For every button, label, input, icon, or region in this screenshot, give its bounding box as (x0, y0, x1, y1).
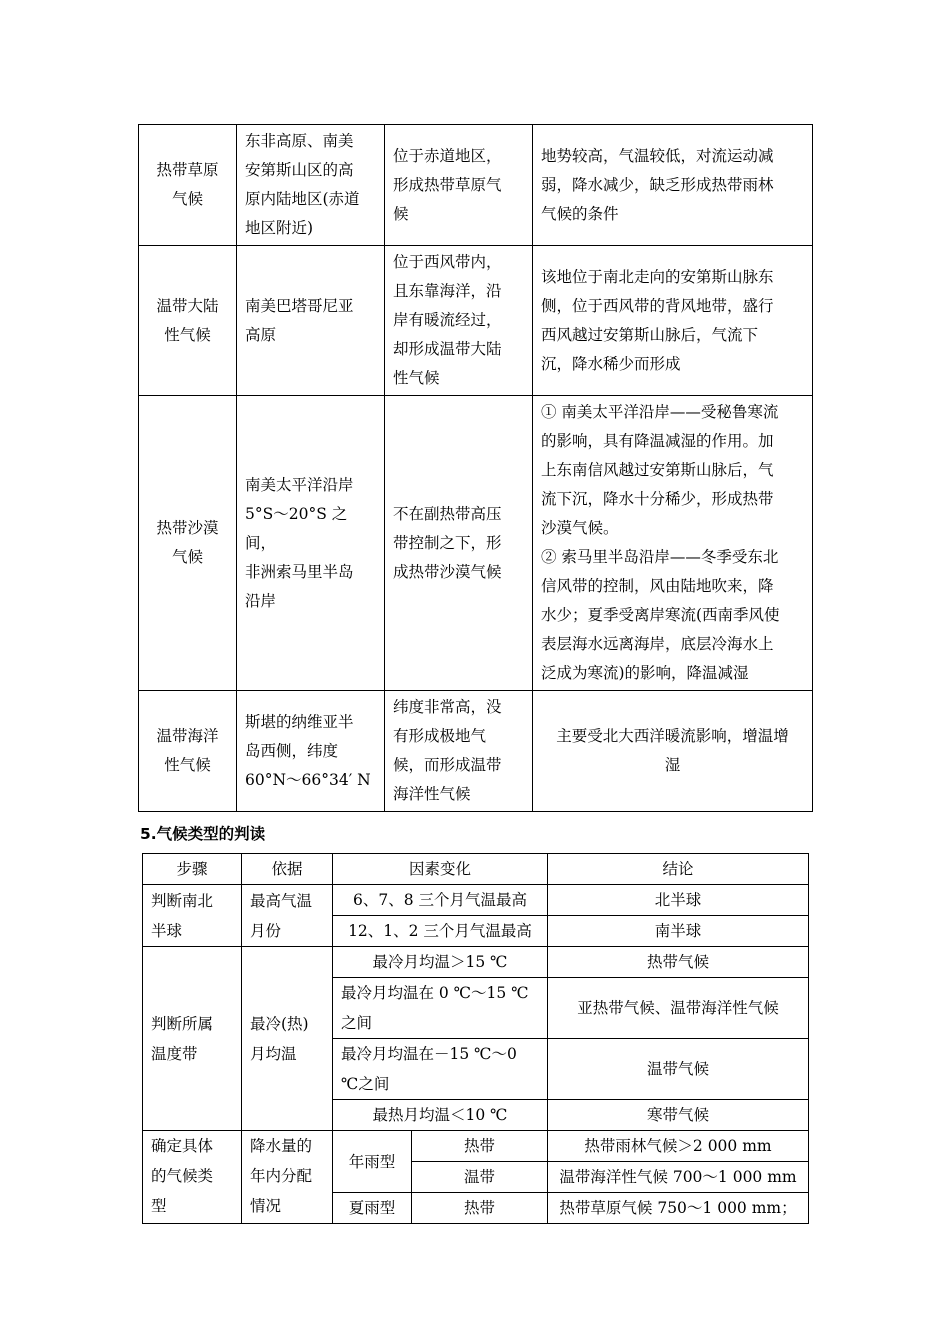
climate-name-cell (139, 246, 237, 396)
climate-reason-table (138, 124, 813, 812)
table-row (143, 947, 809, 978)
basis-cell (242, 947, 333, 1131)
change-cell: 6、7、8 三个月气温最高 (333, 885, 548, 916)
climate-name: 热带草原 气候 (156, 161, 219, 208)
climate-name: 温带海洋 性气候 (156, 727, 219, 774)
location-cell (237, 691, 385, 812)
condition-cell (385, 125, 533, 246)
location-text: 南美巴塔哥尼亚 高原 (245, 296, 354, 344)
result-cell: 亚热带气候、温带海洋性气候 (548, 978, 809, 1039)
step-text: 判断南北 半球 (151, 891, 214, 940)
reason-cell (533, 691, 813, 812)
condition-text: 位于西风带内， 且东靠海洋，沿 岸有暖流经过， 却形成温带大陆 性气候 (393, 253, 502, 387)
result-cell: 热带草原气候 750～1 000 mm； (548, 1193, 809, 1224)
climate-name-cell (139, 396, 237, 691)
table-row (143, 885, 809, 916)
result-cell: 寒带气候 (548, 1100, 809, 1131)
result-cell: 北半球 (548, 885, 809, 916)
reason-text: 地势较高，气温较低，对流运动减 弱，降水减少，缺乏形成热带雨林 气候的条件 (541, 146, 774, 223)
step-cell (143, 947, 242, 1131)
result-cell: 南半球 (548, 916, 809, 947)
climate-name-cell (139, 125, 237, 246)
basis-text: 最高气温 月份 (250, 891, 313, 940)
climate-name: 温带大陆 性气候 (156, 296, 219, 344)
zone-cell: 热带 (412, 1193, 548, 1224)
reason-cell (533, 125, 813, 246)
result-cell: 热带气候 (548, 947, 809, 978)
result-cell: 温带气候 (548, 1039, 809, 1100)
rain-type-cell: 夏雨型 (333, 1193, 412, 1224)
table-row (139, 125, 813, 246)
basis-text: 降水量的 年内分配 情况 (250, 1137, 313, 1215)
reason-cell (533, 396, 813, 691)
table-row (143, 1131, 809, 1162)
section-heading: 5.气候类型的判读 (140, 825, 266, 843)
location-cell (237, 125, 385, 246)
change-cell (333, 1039, 548, 1100)
header-basis: 依据 (242, 854, 333, 885)
reason-cell (533, 246, 813, 396)
location-text: 南美太平洋沿岸 5°S～20°S 之间， 非洲索马里半岛 沿岸 (245, 475, 354, 610)
reason-text: 主要受北大西洋暖流影响，增温增 湿 (556, 727, 789, 774)
location-text: 斯堪的纳维亚半 岛西侧，纬度 60°N～66°34′ N (245, 712, 371, 789)
condition-cell (385, 396, 533, 691)
basis-cell (242, 1131, 333, 1224)
step-text: 判断所属 温度带 (151, 1014, 214, 1063)
rain-type-cell: 年雨型 (333, 1131, 412, 1193)
result-cell: 温带海洋性气候 700～1 000 mm (548, 1162, 809, 1193)
result-cell: 热带雨林气候＞2 000 mm (548, 1131, 809, 1162)
header-step: 步骤 (143, 854, 242, 885)
zone-cell: 温带 (412, 1162, 548, 1193)
step-cell (143, 1131, 242, 1224)
climate-name: 热带沙漠 气候 (156, 519, 219, 566)
step-cell (143, 885, 242, 947)
change-cell: 12、1、2 三个月气温最高 (333, 916, 548, 947)
location-cell (237, 396, 385, 691)
condition-text: 纬度非常高，没 有形成极地气 候，而形成温带 海洋性气候 (393, 698, 502, 803)
table-row (139, 396, 813, 691)
table-row (139, 691, 813, 812)
zone-cell: 热带 (412, 1131, 548, 1162)
change-text: 最冷月均温在－15 ℃～0 ℃之间 (341, 1045, 517, 1093)
header-change: 因素变化 (333, 854, 548, 885)
table-row (139, 246, 813, 396)
condition-text: 不在副热带高压 带控制之下，形 成热带沙漠气候 (393, 504, 502, 581)
change-cell (333, 978, 548, 1039)
basis-text: 最冷(热) 月均温 (250, 1014, 309, 1063)
change-cell: 最热月均温＜10 ℃ (333, 1100, 548, 1131)
condition-text: 位于赤道地区， 形成热带草原气 候 (393, 146, 502, 223)
location-text: 东非高原、南美 安第斯山区的高 原内陆地区(赤道 地区附近) (245, 132, 360, 237)
condition-cell (385, 246, 533, 396)
basis-cell (242, 885, 333, 947)
header-row (143, 854, 809, 885)
reason-text: ① 南美太平洋沿岸——受秘鲁寒流 的影响，具有降温减湿的作用。加 上东南信风越过安第斯山脉后，气 流下沉，降水十分稀少，形成热带 沙漠气候。 ② 索马里半岛沿岸——冬季受东北 信风带的控制，风由陆地吹来，降 水少；夏季受离岸寒流(西南季风使 表层海水远离海岸，底层冷海水上 泛成为寒流)的影响，降温减湿 (541, 403, 780, 682)
climate-name-cell (139, 691, 237, 812)
step-text: 确定具体 的气候类 型 (151, 1137, 214, 1215)
condition-cell (385, 691, 533, 812)
reason-text: 该地位于南北走向的安第斯山脉东 侧，位于西风带的背风地带，盛行 西风越过安第斯山脉后，气流下 沉，降水稀少而形成 (541, 267, 774, 373)
climate-judge-table (142, 853, 809, 1224)
location-cell (237, 246, 385, 396)
change-text: 最冷月均温在 0 ℃～15 ℃ 之间 (341, 984, 529, 1032)
change-cell: 最冷月均温＞15 ℃ (333, 947, 548, 978)
header-result: 结论 (548, 854, 809, 885)
